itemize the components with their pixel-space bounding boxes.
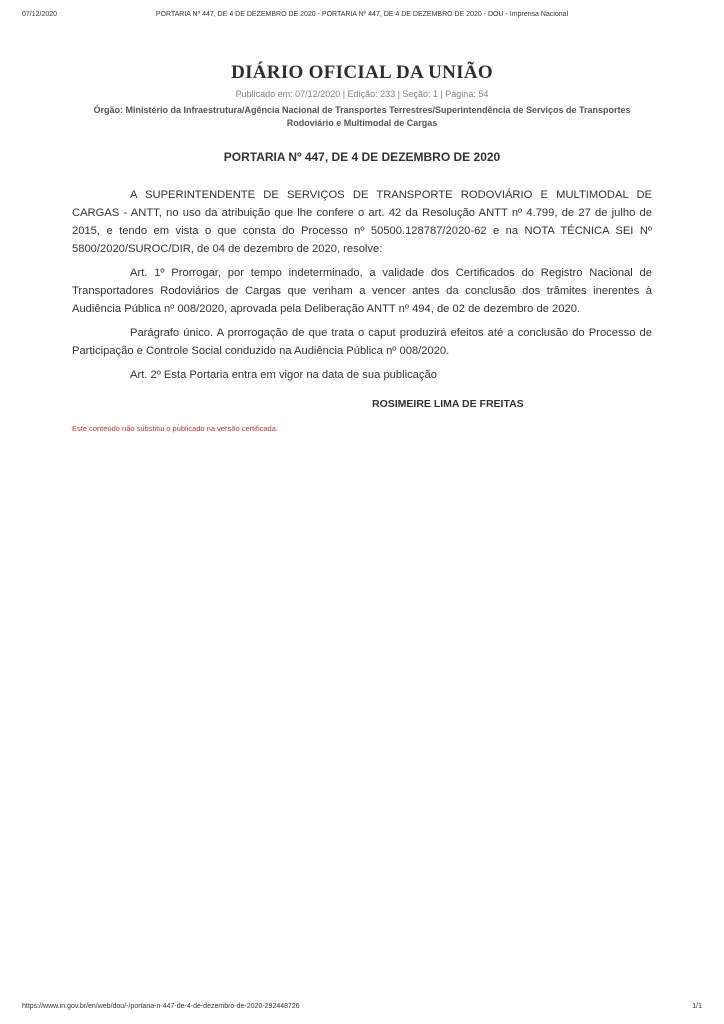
paragraph-single: Parágrafo único. A prorrogação de que trata o caput produzirá efeitos até a conclusão do Processo de Participação e Controle Social conduzido na Audiência Pública nº 008/2020. (72, 327, 652, 357)
signature-name: ROSIMEIRE LIMA DE FREITAS (372, 398, 524, 410)
act-title: PORTARIA Nº 447, DE 4 DE DEZEMBRO DE 2020 (223, 150, 501, 164)
print-date: 07/12/2020 (22, 11, 58, 18)
paragraph-preamble: A SUPERINTENDENTE DE SERVIÇOS DE TRANSPORTE RODOVIÁRIO E MULTIMODAL DE CARGAS - ANTT, no uso da atribuição que lhe confere o art. 42 da Resolução ANTT nº 4.799, de 27 de julho de 2015, e tendo em vista o que consta do Processo nº 50500.128787/2020-62 e na NOTA TÉCNICA SEI Nº 5800/2020/SUROC/DIR, de 04 de dezembro de 2020, resolve: (72, 189, 652, 255)
orgao-label: Órgão: (93, 105, 123, 115)
print-url: https://www.in.gov.br/en/web/dou/-/portaria-n-447-de-4-de-dezembro-de-2020-292448726 (22, 1003, 300, 1010)
publication-info: Publicado em: 07/12/2020 | Edição: 233 | Seção: 1 | Página: 54 (235, 89, 489, 99)
disclaimer-text: Este conteúdo não substitui o publicado na versão certificada. (72, 424, 278, 433)
act-body (72, 186, 652, 384)
print-page-number: 1/1 (692, 1003, 702, 1010)
orgao-info (70, 104, 654, 130)
paragraph-art-1: Art. 1º Prorrogar, por tempo indeterminado, a validade dos Certificados do Registro Nacional de Transportadores Rodoviários de Cargas que venham a vencer antes da conclusão dos trâmites inerentes à Audiência Pública nº 008/2020, aprovada pela Deliberação ANTT nº 494, de 02 de dezembro de 2020. (72, 267, 652, 315)
paragraph-art-2: Art. 2º Esta Portaria entra em vigor na data de sua publicação (130, 369, 437, 381)
orgao-value: Ministério da Infraestrutura/Agência Nacional de Transportes Terrestres/Superintendência de Serviços de Transportes Rodoviário e Multimodal de Cargas (125, 105, 631, 128)
masthead-title: DIÁRIO OFICIAL DA UNIÃO (231, 62, 493, 83)
print-page-title: PORTARIA Nº 447, DE 4 DE DEZEMBRO DE 2020 - PORTARIA Nº 447, DE 4 DE DEZEMBRO DE 2020 - DOU - Imprensa Nacional (155, 11, 569, 18)
